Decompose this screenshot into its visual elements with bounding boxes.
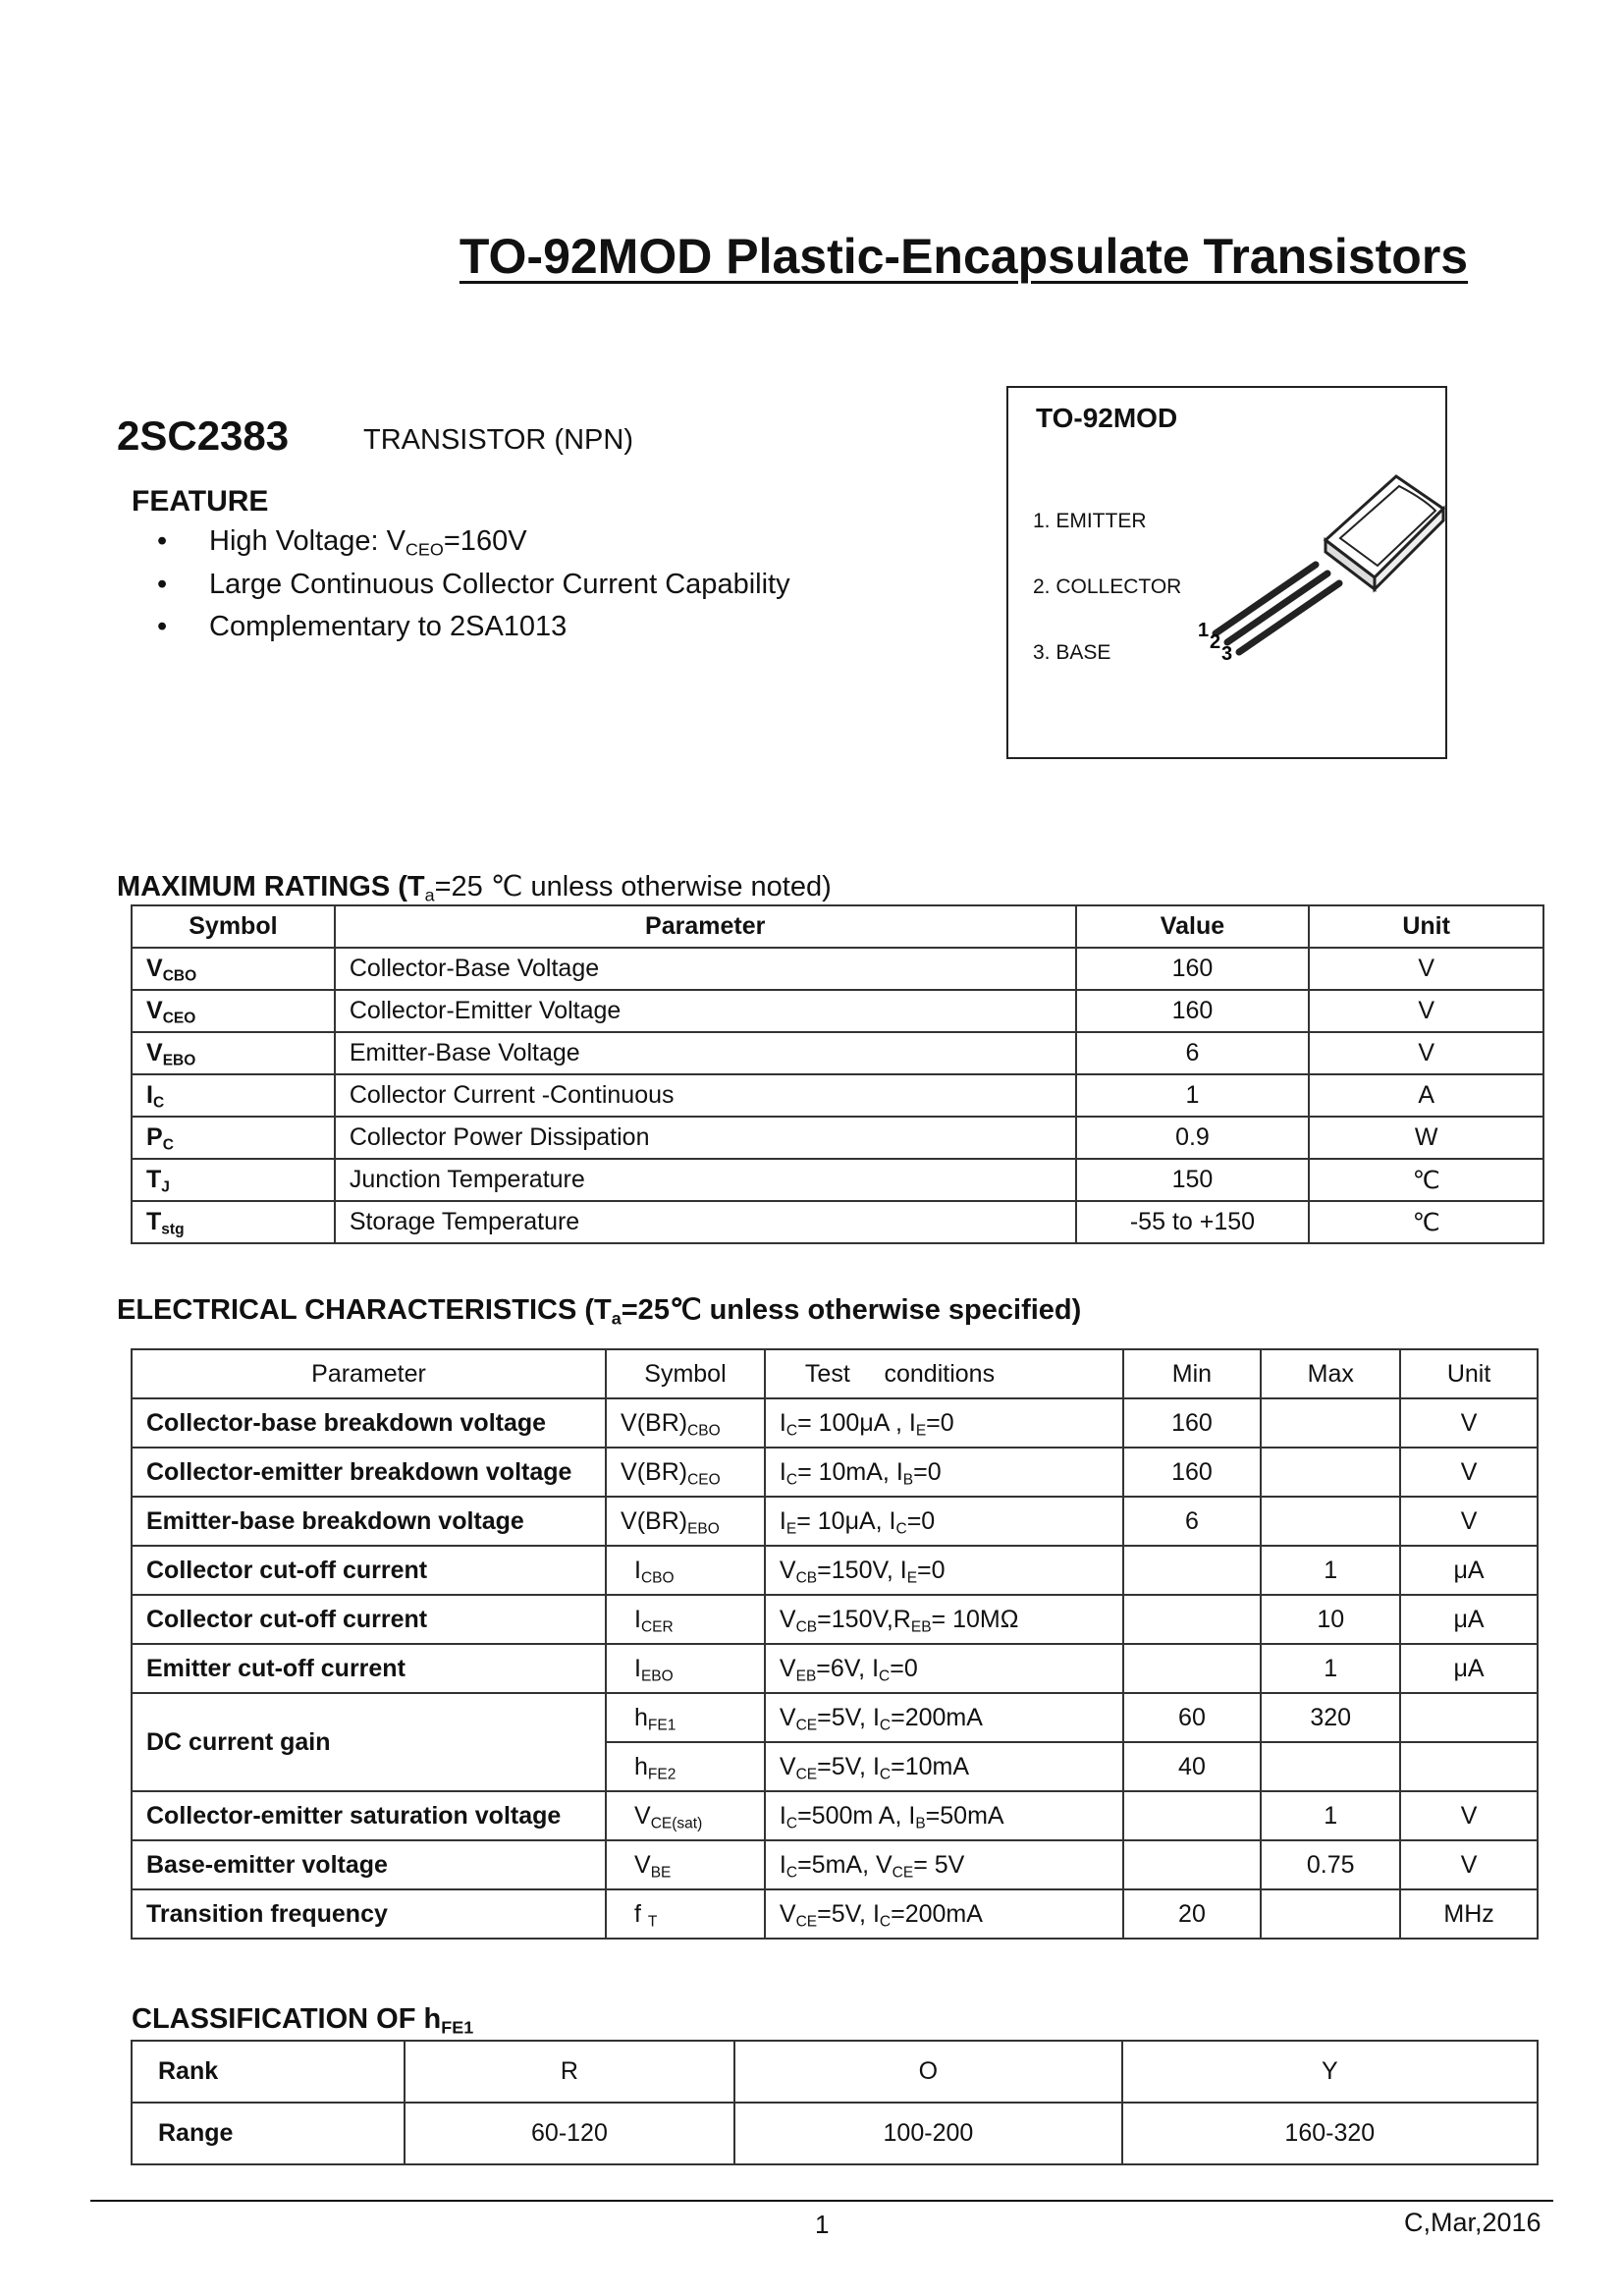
electrical-heading: ELECTRICAL CHARACTERISTICS ($T_a=25℃$ unless otherwise specified) bbox=[117, 1294, 1082, 1329]
table-row: Collector cut-off current $I_{CER}$ $V_{CB}=150V,R_{EB}= 10M\Omega$ 10 μA bbox=[132, 1595, 1538, 1644]
table-header-row: Symbol Parameter Value Unit bbox=[132, 905, 1543, 948]
symbol-cell: $I_{CER}$ bbox=[606, 1595, 765, 1644]
table-row: $T_{stg}$ Storage Temperature -55 to +150 ℃ bbox=[132, 1201, 1543, 1243]
lead-number: 3 bbox=[1221, 643, 1233, 665]
table-row: $I_C$ Collector Current -Continuous 1 A bbox=[132, 1074, 1543, 1117]
symbol-cell: $V_{BE}$ bbox=[606, 1840, 765, 1889]
symbol-cell: $h_{FE1}$ bbox=[606, 1693, 765, 1742]
table-row: Range 60-120 100-200 160-320 bbox=[132, 2103, 1538, 2164]
symbol-cell: $V(BR)_{CEO}$ bbox=[606, 1448, 765, 1497]
classification-table bbox=[131, 2040, 1539, 2165]
feature-item: • Large Continuous Collector Current Capability bbox=[157, 568, 790, 600]
test-conditions-cell: $I_C=5mA$, $V_{CE}= 5V$ bbox=[765, 1840, 1123, 1889]
pin-base: 3. BASE bbox=[1033, 641, 1111, 664]
symbol-cell: $V_{CE(sat)}$ bbox=[606, 1791, 765, 1840]
feature-heading: FEATURE bbox=[132, 485, 269, 518]
pin-emitter: 1. EMITTER bbox=[1033, 510, 1147, 532]
symbol-cell: $P_C$ bbox=[132, 1117, 335, 1159]
table-row: Collector cut-off current $I_{CBO}$ $V_{CB}=150V$, $I_E=0$ 1 μA bbox=[132, 1546, 1538, 1595]
symbol-cell: $h_{FE2}$ bbox=[606, 1742, 765, 1791]
feature-list bbox=[157, 520, 790, 649]
table-header-row: Parameter Symbol Test conditions Min Max Unit bbox=[132, 1349, 1538, 1398]
test-conditions-cell: $I_E= 10\mu A$, $I_C=0$ bbox=[765, 1497, 1123, 1546]
test-conditions-cell: $V_{CE}=5V$, $I_C=200mA$ bbox=[765, 1693, 1123, 1742]
max-ratings-heading: MAXIMUM RATINGS ($T_a=25$ ℃ unless otherwise noted) bbox=[117, 871, 832, 905]
table-row: Transition frequency f $_T$ $V_{CE}=5V$, $I_C=200mA$ 20 MHz bbox=[132, 1889, 1538, 1939]
test-conditions-cell: $I_C= 10mA$, $I_B=0$ bbox=[765, 1448, 1123, 1497]
symbol-cell: $I_{EBO}$ bbox=[606, 1644, 765, 1693]
classification-heading: CLASSIFICATION OF $h_{FE1}$ bbox=[132, 2003, 474, 2038]
table-row: Collector-emitter saturation voltage $V_{CE(sat)}$ $I_C=500m$ A, $I_B=50mA$ 1 V bbox=[132, 1791, 1538, 1840]
symbol-cell: f $_T$ bbox=[606, 1889, 765, 1939]
symbol-cell: $I_C$ bbox=[132, 1074, 335, 1117]
table-row: Rank R O Y bbox=[132, 2041, 1538, 2103]
max-ratings-table bbox=[131, 904, 1544, 1244]
test-conditions-cell: $V_{CE}=5V$, $I_C=200mA$ bbox=[765, 1889, 1123, 1939]
page-number: 1 bbox=[815, 2210, 830, 2239]
table-row: $h_{FE2}$ $V_{CE}=5V$, $I_C=10mA$ 40 bbox=[132, 1742, 1538, 1791]
test-conditions-cell: $V_{CB}=150V,R_{EB}= 10M\Omega$ bbox=[765, 1595, 1123, 1644]
symbol-cell: $T_{stg}$ bbox=[132, 1201, 335, 1243]
symbol-cell: $I_{CBO}$ bbox=[606, 1546, 765, 1595]
pin-collector: 2. COLLECTOR bbox=[1033, 575, 1182, 598]
symbol-cell: $T_J$ bbox=[132, 1159, 335, 1201]
symbol-cell: $V(BR)_{EBO}$ bbox=[606, 1497, 765, 1546]
table-row: $V_{EBO}$ Emitter-Base Voltage 6 V bbox=[132, 1032, 1543, 1074]
test-conditions-cell: $V_{CB}=150V$, $I_E=0$ bbox=[765, 1546, 1123, 1595]
part-type: TRANSISTOR (NPN) bbox=[363, 424, 633, 456]
feature-item: • Complementary to 2SA1013 bbox=[157, 611, 568, 642]
part-number: 2SC2383 bbox=[117, 412, 290, 459]
feature-item: • High Voltage: $V_{CEO}=160V$ bbox=[157, 525, 527, 560]
table-row: $T_J$ Junction Temperature 150 ℃ bbox=[132, 1159, 1543, 1201]
lead-number: 1 bbox=[1198, 620, 1210, 641]
symbol-cell: $V_{CBO}$ bbox=[132, 948, 335, 990]
test-conditions-cell: $V_{CE}=5V$, $I_C=10mA$ bbox=[765, 1742, 1123, 1791]
footer-divider bbox=[90, 2200, 1553, 2202]
test-conditions-cell: $I_C= 100\mu A$ , $I_E=0$ bbox=[765, 1398, 1123, 1448]
transistor-package-drawing bbox=[1178, 462, 1448, 678]
table-row: DC current gain $h_{FE1}$ $V_{CE}=5V$, $I_C=200mA$ 60 320 bbox=[132, 1693, 1538, 1742]
test-conditions-cell: $I_C=500m$ A, $I_B=50mA$ bbox=[765, 1791, 1123, 1840]
symbol-cell: $V_{CEO}$ bbox=[132, 990, 335, 1032]
symbol-cell: $V_{EBO}$ bbox=[132, 1032, 335, 1074]
table-row: Base-emitter voltage $V_{BE}$ $I_C=5mA$, $V_{CE}= 5V$ 0.75 V bbox=[132, 1840, 1538, 1889]
symbol-cell: $V(BR)_{CBO}$ bbox=[606, 1398, 765, 1448]
table-row: $P_C$ Collector Power Dissipation 0.9 W bbox=[132, 1117, 1543, 1159]
document-title: TO-92MOD Plastic-Encapsulate Transistors bbox=[459, 229, 1469, 284]
test-conditions-cell: $V_{EB}=6V$, $I_C=0$ bbox=[765, 1644, 1123, 1693]
table-row: $V_{CEO}$ Collector-Emitter Voltage 160 V bbox=[132, 990, 1543, 1032]
table-row: Emitter cut-off current $I_{EBO}$ $V_{EB}=6V$, $I_C=0$ 1 μA bbox=[132, 1644, 1538, 1693]
footer-date: C,Mar,2016 bbox=[1404, 2208, 1542, 2237]
table-row: Collector-base breakdown voltage $V(BR)_{CBO}$ $I_C= 100\mu A$ , $I_E=0$ 160 V bbox=[132, 1398, 1538, 1448]
package-title: TO-92MOD bbox=[1036, 403, 1178, 433]
table-row: Emitter-base breakdown voltage $V(BR)_{EBO}$ $I_E= 10\mu A$, $I_C=0$ 6 V bbox=[132, 1497, 1538, 1546]
lead-number: 2 bbox=[1210, 631, 1221, 653]
electrical-characteristics-table bbox=[131, 1348, 1539, 1940]
table-row: $V_{CBO}$ Collector-Base Voltage 160 V bbox=[132, 948, 1543, 990]
table-row: Collector-emitter breakdown voltage $V(BR)_{CEO}$ $I_C= 10mA$, $I_B=0$ 160 V bbox=[132, 1448, 1538, 1497]
